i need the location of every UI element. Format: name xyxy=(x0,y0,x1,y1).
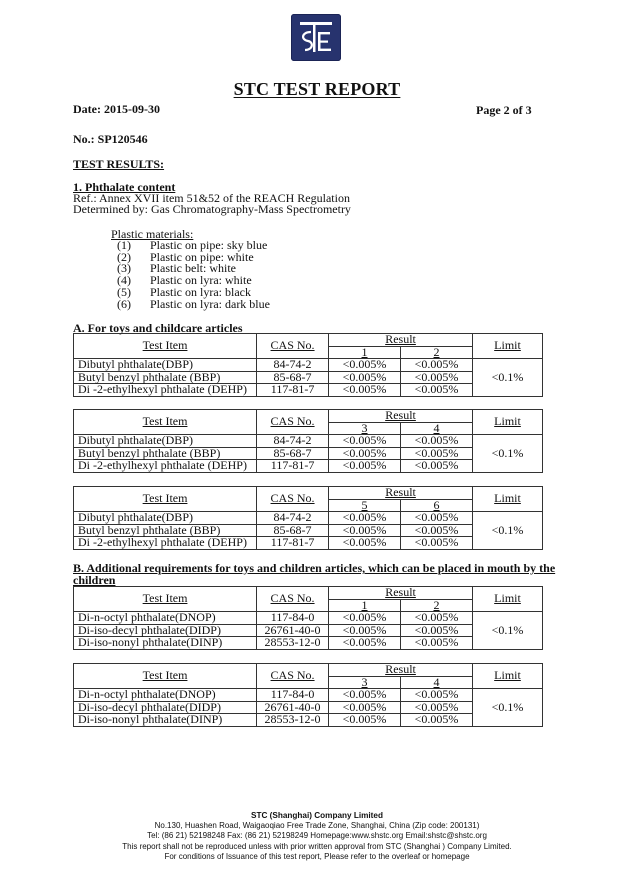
report-date: Date: 2015-09-30 xyxy=(73,102,160,116)
footer-company: STC (Shanghai) Company Limited xyxy=(251,811,383,820)
header-result: Result xyxy=(329,664,473,677)
cell-cas-no: 28553-12-0 xyxy=(257,714,329,727)
cell-result-b: <0.005% xyxy=(401,714,473,727)
cell-result-a: <0.005% xyxy=(329,359,401,372)
header-sample-a: 5 xyxy=(329,499,401,512)
header-result: Result xyxy=(329,587,473,600)
ste-logo-icon xyxy=(291,14,341,61)
cell-cas-no: 84-74-2 xyxy=(257,359,329,372)
cell-result-a: <0.005% xyxy=(329,714,401,727)
table-row xyxy=(74,714,543,727)
cell-result-b: <0.005% xyxy=(401,512,473,525)
cell-test-item: Dibutyl phthalate(DBP) xyxy=(74,512,257,525)
cell-result-b: <0.005% xyxy=(401,359,473,372)
cell-limit: <0.1% xyxy=(473,612,543,650)
cell-result-a: <0.005% xyxy=(329,624,401,637)
cell-result-a: <0.005% xyxy=(329,537,401,550)
header-sample-b: 2 xyxy=(401,346,473,359)
cell-test-item: Di-n-octyl phthalate(DNOP) xyxy=(74,612,257,625)
cell-result-b: <0.005% xyxy=(401,612,473,625)
section-b-results-table-1 xyxy=(73,586,543,650)
cell-result-b: <0.005% xyxy=(401,637,473,650)
material-item: (1) Plastic on pipe: sky blue xyxy=(117,238,268,252)
cell-result-b: <0.005% xyxy=(401,524,473,537)
table-header-row xyxy=(74,410,543,423)
section-b-heading: B. Additional requirements for toys and children articles, which can be placed in mouth by the xyxy=(73,561,556,575)
cell-cas-no: 85-68-7 xyxy=(257,524,329,537)
cell-test-item: Butyl benzyl phthalate (BBP) xyxy=(74,524,257,537)
cell-cas-no: 117-81-7 xyxy=(257,537,329,550)
material-item: (5) Plastic on lyra: black xyxy=(117,284,251,299)
footer-address: No.130, Huashen Road, Waigaoqiao Free Trade Zone, Shanghai, China (Zip code: 200131) xyxy=(154,821,480,831)
cell-result-a: <0.005% xyxy=(329,435,401,448)
table-header-row xyxy=(74,587,543,600)
cell-result-a: <0.005% xyxy=(329,384,401,397)
header-test-item: Test Item xyxy=(74,334,257,359)
header-limit: Limit xyxy=(473,664,543,689)
cell-result-b: <0.005% xyxy=(401,384,473,397)
header-sample-b: 4 xyxy=(401,676,473,689)
cell-result-b: <0.005% xyxy=(401,435,473,448)
reference-text: Ref.: Annex XVII item 51&52 of the REACH Regulation xyxy=(73,191,350,205)
header-sample-a: 1 xyxy=(329,599,401,612)
header-test-item: Test Item xyxy=(74,664,257,689)
header-sample-a: 1 xyxy=(329,346,401,359)
cell-test-item: Di-iso-nonyl phthalate(DINP) xyxy=(74,714,257,727)
section-b-results-table-2 xyxy=(73,663,543,727)
header-test-item: Test Item xyxy=(74,487,257,512)
header-sample-a: 3 xyxy=(329,422,401,435)
footer-conditions: For conditions of Issuance of this test report, Please refer to the overleaf or homepage xyxy=(164,851,470,861)
header-limit: Limit xyxy=(473,410,543,435)
cell-cas-no: 84-74-2 xyxy=(257,435,329,448)
header-limit: Limit xyxy=(473,487,543,512)
table-row xyxy=(74,637,543,650)
cell-limit: <0.1% xyxy=(473,435,543,473)
section-a-results-table-1 xyxy=(73,333,543,397)
cell-cas-no: 26761-40-0 xyxy=(257,624,329,637)
table-row xyxy=(74,384,543,397)
material-item: (3) Plastic belt: white xyxy=(117,261,236,276)
cell-result-b: <0.005% xyxy=(401,624,473,637)
header-sample-a: 3 xyxy=(329,676,401,689)
section-b-heading-cont: children xyxy=(73,573,116,587)
cell-cas-no: 117-81-7 xyxy=(257,460,329,473)
cell-result-a: <0.005% xyxy=(329,637,401,650)
cell-cas-no: 117-81-7 xyxy=(257,384,329,397)
footer-notice: This report shall not be reproduced unless with prior written approval from STC (Shanghai ) Company Limited. xyxy=(122,841,512,851)
cell-result-a: <0.005% xyxy=(329,689,401,702)
materials-header: Plastic materials: xyxy=(111,227,194,241)
cell-cas-no: 26761-40-0 xyxy=(257,701,329,714)
cell-result-a: <0.005% xyxy=(329,612,401,625)
cell-result-b: <0.005% xyxy=(401,701,473,714)
cell-result-a: <0.005% xyxy=(329,512,401,525)
cell-test-item: Di-iso-decyl phthalate(DIDP) xyxy=(74,624,257,637)
test-results-heading: TEST RESULTS: xyxy=(73,157,165,171)
header-sample-b: 2 xyxy=(401,599,473,612)
footer-contact: Tel: (86 21) 52198248 Fax: (86 21) 52198249 Homepage:www.shstc.org Email:shstc@shstc.org xyxy=(147,831,487,841)
cell-result-a: <0.005% xyxy=(329,524,401,537)
section-a-results-table-2 xyxy=(73,409,543,473)
cell-test-item: Di -2-ethylhexyl phthalate (DEHP) xyxy=(74,384,257,397)
cell-result-b: <0.005% xyxy=(401,447,473,460)
cell-test-item: Di-iso-decyl phthalate(DIDP) xyxy=(74,701,257,714)
cell-test-item: Butyl benzyl phthalate (BBP) xyxy=(74,447,257,460)
cell-result-b: <0.005% xyxy=(401,371,473,384)
header-result: Result xyxy=(329,487,473,500)
cell-test-item: Di -2-ethylhexyl phthalate (DEHP) xyxy=(74,460,257,473)
cell-cas-no: 117-84-0 xyxy=(257,689,329,702)
section-a-heading: A. For toys and childcare articles xyxy=(73,321,243,335)
cell-result-a: <0.005% xyxy=(329,371,401,384)
stc-logo xyxy=(291,14,341,61)
material-item: (6) Plastic on lyra: dark blue xyxy=(117,296,270,311)
cell-result-b: <0.005% xyxy=(401,537,473,550)
cell-test-item: Butyl benzyl phthalate (BBP) xyxy=(74,371,257,384)
header-result: Result xyxy=(329,334,473,347)
cell-cas-no: 84-74-2 xyxy=(257,512,329,525)
cell-test-item: Di -2-ethylhexyl phthalate (DEHP) xyxy=(74,537,257,550)
header-cas-no: CAS No. xyxy=(257,487,329,512)
header-result: Result xyxy=(329,410,473,423)
cell-limit: <0.1% xyxy=(473,359,543,397)
header-cas-no: CAS No. xyxy=(257,334,329,359)
cell-test-item: Di-n-octyl phthalate(DNOP) xyxy=(74,689,257,702)
table-row xyxy=(74,460,543,473)
header-sample-b: 6 xyxy=(401,499,473,512)
cell-cas-no: 28553-12-0 xyxy=(257,637,329,650)
table-header-row xyxy=(74,334,543,347)
cell-test-item: Dibutyl phthalate(DBP) xyxy=(74,359,257,372)
header-test-item: Test Item xyxy=(74,410,257,435)
header-test-item: Test Item xyxy=(74,587,257,612)
cell-test-item: Di-iso-nonyl phthalate(DINP) xyxy=(74,637,257,650)
table-header-row xyxy=(74,487,543,500)
header-limit: Limit xyxy=(473,334,543,359)
cell-test-item: Dibutyl phthalate(DBP) xyxy=(74,435,257,448)
header-sample-b: 4 xyxy=(401,422,473,435)
cell-cas-no: 117-84-0 xyxy=(257,612,329,625)
header-cas-no: CAS No. xyxy=(257,410,329,435)
cell-result-a: <0.005% xyxy=(329,447,401,460)
material-item: (2) Plastic on pipe: white xyxy=(117,249,254,264)
cell-limit: <0.1% xyxy=(473,689,543,727)
plastic-materials-list xyxy=(111,229,270,310)
cell-cas-no: 85-68-7 xyxy=(257,447,329,460)
page-footer xyxy=(0,811,634,862)
table-header-row xyxy=(74,664,543,677)
cell-result-b: <0.005% xyxy=(401,460,473,473)
header-cas-no: CAS No. xyxy=(257,664,329,689)
table-row xyxy=(74,537,543,550)
method-text: Determined by: Gas Chromatography-Mass Spectrometry xyxy=(73,202,351,216)
header-limit: Limit xyxy=(473,587,543,612)
cell-result-a: <0.005% xyxy=(329,460,401,473)
cell-result-b: <0.005% xyxy=(401,689,473,702)
phthalate-heading: 1. Phthalate content xyxy=(73,180,176,194)
report-title: STC TEST REPORT xyxy=(233,79,401,99)
cell-cas-no: 85-68-7 xyxy=(257,371,329,384)
material-item: (4) Plastic on lyra: white xyxy=(117,273,252,288)
cell-result-a: <0.005% xyxy=(329,701,401,714)
page-number: Page 2 of 3 xyxy=(476,103,532,117)
cell-limit: <0.1% xyxy=(473,512,543,550)
report-number: No.: SP120546 xyxy=(73,132,148,146)
section-a-results-table-3 xyxy=(73,486,543,550)
header-cas-no: CAS No. xyxy=(257,587,329,612)
